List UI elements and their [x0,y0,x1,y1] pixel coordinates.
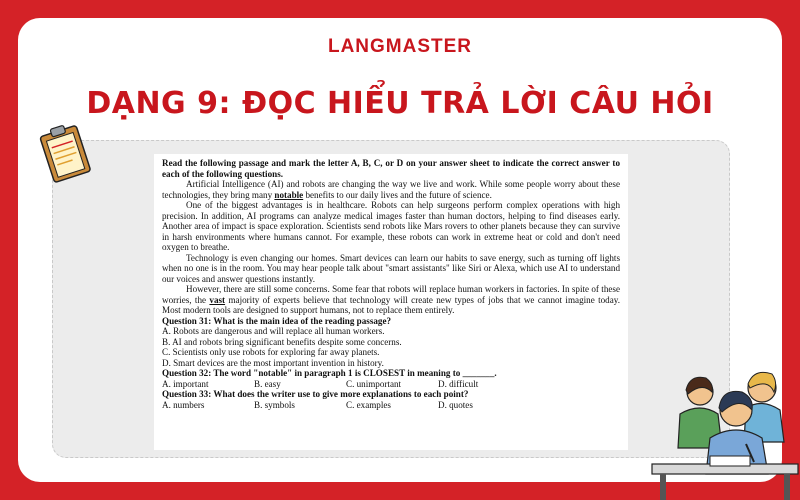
word-notable: notable [274,189,304,200]
paragraph-4: However, there are still some concerns. Some fear that robots will replace human workers in factories. In spite of these worries, the vast majority of experts believe that technology will create new types of jobs that we cannot imagine today. Most modern tools are designed to support humans, not to replace them entirely. [162,284,620,315]
question-32: Question 32: The word "notable" in paragraph 1 is CLOSEST in meaning to _______. [162,368,497,378]
q32-option-c: C. unimportant [346,378,402,389]
q31-option-b: B. AI and robots bring significant benefits despite some concerns. [162,336,402,347]
brand-logo: LANGMASTER [327,36,473,57]
q32-option-d: D. difficult [438,378,479,389]
q33-options [162,400,620,411]
question-31: Question 31: What is the main idea of the reading passage? [162,315,392,326]
paragraph-1: Artificial Intelligence (AI) and robots are changing the way we live and work. While some people worry about these technologies, they bring many notable benefits to our daily lives and the future of science. [162,179,620,200]
reading-passage-document [154,154,628,450]
page-title: DẠNG 9: ĐỌC HIỂU TRẢ LỜI CÂU HỎI [86,86,714,121]
q32-option-b: B. easy [254,378,281,389]
students-illustration [650,352,800,500]
q31-option-a: A. Robots are dangerous and will replace all human workers. [162,326,385,336]
paragraph-2: One of the biggest advantages is in healthcare. Robots can help surgeons perform complex operations with high precision. In addition, AI programs can analyze medical images faster than human doctors, helping to find diseases early. Another area of impact is space exploration. Scientists send robots like Mars rovers to other planets because they can survive in harsh environments where humans cannot. For example, these robots can work in extreme heat or cold and don't need oxygen to breathe. [162,200,620,252]
word-vast: vast [209,294,226,305]
clipboard-icon [34,122,96,184]
paragraph-3: Technology is even changing our homes. Smart devices can learn our habits to save energy, such as turning off lights when no one is in the room. You may hear people talk about "smart assistants" like Siri or Alexa, which use AI to understand our voices and answer questions instantly. [162,252,620,284]
q32-option-a: A. important [162,378,209,389]
q33-option-d: D. quotes [438,399,473,410]
question-33: Question 33: What does the writer use to give more explanations to each point? [162,389,469,399]
q33-option-a: A. numbers [162,399,205,410]
q31-option-d: D. Smart devices are the most important invention in history. [162,357,384,368]
instruction-text: Read the following passage and mark the letter A, B, C, or D on your answer sheet to indicate the correct answer to each of the following questions. [162,158,620,179]
q31-option-c: C. Scientists only use robots for exploring far away planets. [162,347,380,357]
q33-option-c: C. examples [346,399,391,410]
q32-options [162,379,620,390]
q33-option-b: B. symbols [254,399,295,410]
